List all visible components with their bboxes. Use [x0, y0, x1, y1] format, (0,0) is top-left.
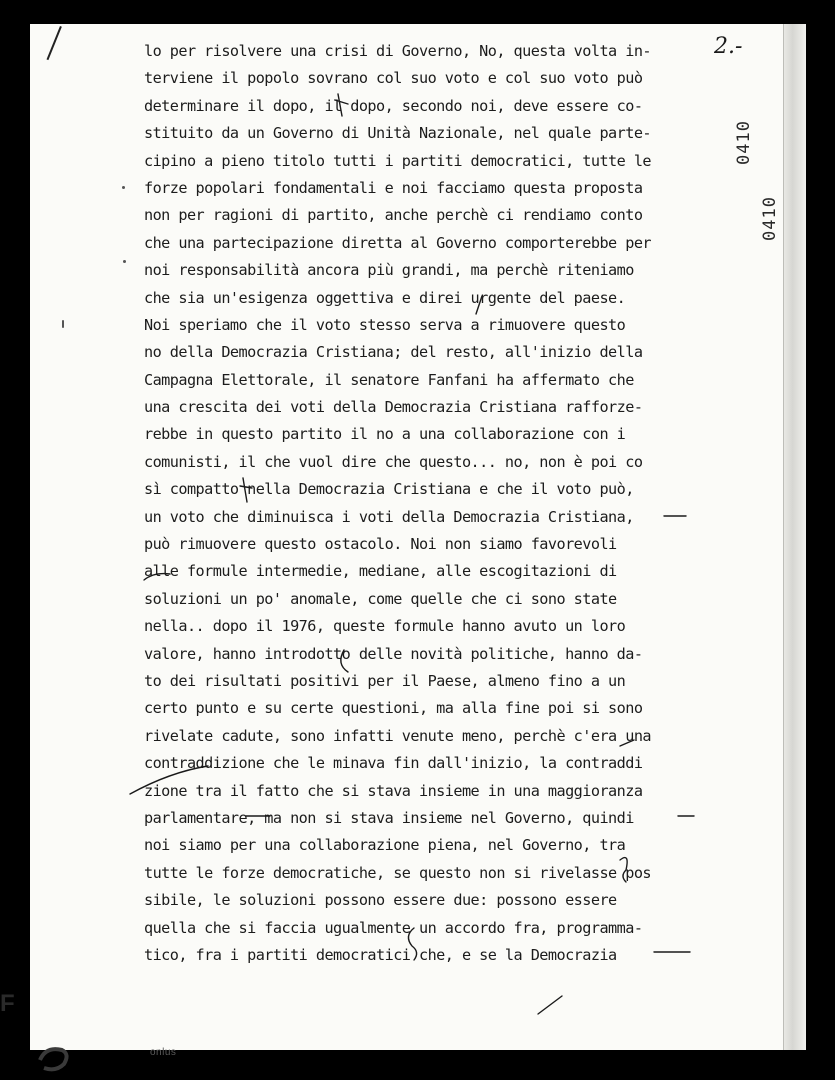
- text-line: no della Democrazia Cristiana; del resto, all'inizio della: [144, 343, 643, 362]
- margin-pen-stroke: [47, 26, 62, 60]
- text-line: forze popolari fondamentali e noi facciamo questa proposta: [144, 178, 643, 197]
- text-line: comunisti, il che vuol dire che questo... no, non è poi co: [144, 452, 643, 471]
- watermark-text: onlus: [150, 1047, 177, 1058]
- text-line: rivelate cadute, sono infatti venute meno, perchè c'era una: [144, 726, 652, 745]
- watermark-logo-icon: [36, 1042, 72, 1072]
- archive-number: 0410: [734, 120, 754, 165]
- text-line: che una partecipazione diretta al Governo comporterebbe per: [144, 233, 652, 252]
- text-line: una crescita dei voti della Democrazia Cristiana rafforze-: [144, 398, 643, 417]
- text-line: che sia un'esigenza oggettiva e direi urgente del paese.: [144, 288, 626, 307]
- page-edge-strip: [783, 24, 806, 1050]
- ink-strike-mark: [538, 996, 562, 1014]
- text-line: Noi speriamo che il voto stesso serva a rimuovere questo: [144, 315, 626, 334]
- text-line: rebbe in questo partito il no a una collaborazione con i: [144, 425, 626, 444]
- text-line: stituito da un Governo di Unità Nazionale, nel quale parte-: [144, 124, 652, 143]
- text-line: può rimuovere questo ostacolo. Noi non siamo favorevoli: [144, 535, 617, 554]
- text-line: tico, fra i partiti democratici che, e se la Democrazia: [144, 945, 617, 964]
- text-line: sibile, le soluzioni possono essere due: possono essere: [144, 891, 617, 910]
- text-line: noi siamo per una collaborazione piena, nel Governo, tra: [144, 836, 626, 855]
- text-line: non per ragioni di partito, anche perchè ci rendiamo conto: [144, 206, 643, 225]
- text-line: determinare il dopo, il dopo, secondo noi, deve essere co-: [144, 96, 643, 115]
- text-line: cipino a pieno titolo tutti i partiti democratici, tutte le: [144, 151, 652, 170]
- text-line: nella.. dopo il 1976, queste formule hanno avuto un loro: [144, 617, 626, 636]
- text-line: noi responsabilità ancora più grandi, ma perchè riteniamo: [144, 261, 634, 280]
- archive-number: 0410: [760, 196, 780, 241]
- text-line: soluzioni un po' anomale, come quelle che ci sono state: [144, 589, 617, 608]
- text-line: sì compatto nella Democrazia Cristiana e che il voto può,: [144, 480, 634, 499]
- text-line: parlamentare, ma non si stava insieme nel Governo, quindi: [144, 808, 634, 827]
- text-line: contraddizione che le minava fin dall'inizio, la contraddi: [144, 754, 643, 773]
- scan-speck: [122, 186, 125, 189]
- text-line: certo punto e su certe questioni, ma alla fine poi si sono: [144, 699, 643, 718]
- text-line: valore, hanno introdotto delle novità politiche, hanno da-: [144, 644, 643, 663]
- text-line: lo per risolvere una crisi di Governo, No, questa volta in-: [144, 42, 652, 60]
- scan-speck: [62, 320, 64, 328]
- typewritten-text: [144, 38, 704, 969]
- watermark-fragment: F: [0, 990, 15, 1017]
- document-page: [30, 24, 806, 1050]
- text-line: quella che si faccia ugualmente un accordo fra, programma-: [144, 918, 643, 937]
- scan-speck: [123, 260, 126, 263]
- text-line: un voto che diminuisca i voti della Democrazia Cristiana,: [144, 507, 634, 526]
- text-line: alle formule intermedie, mediane, alle escogitazioni di: [144, 562, 617, 581]
- text-line: terviene il popolo sovrano col suo voto e col suo voto può: [144, 69, 643, 88]
- text-line: to dei risultati positivi per il Paese, almeno fino a un: [144, 671, 626, 690]
- text-line: tutte le forze democratiche, se questo non si rivelasse pos: [144, 863, 652, 882]
- text-line: zione tra il fatto che si stava insieme in una maggioranza: [144, 781, 643, 800]
- page-number-mark: 2.-: [714, 34, 743, 59]
- text-line: Campagna Elettorale, il senatore Fanfani ha affermato che: [144, 370, 634, 389]
